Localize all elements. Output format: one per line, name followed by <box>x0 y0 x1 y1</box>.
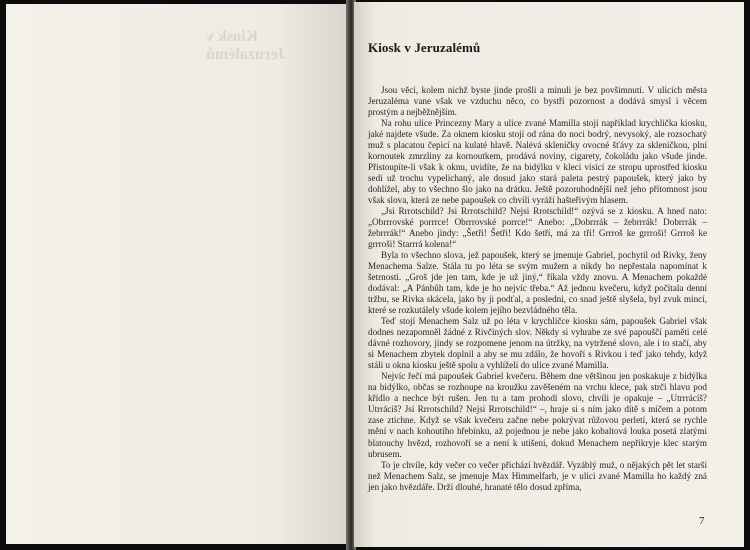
paragraph: Teď stojí Menachem Salz už po léta v krychličce kiosku sám, papoušek Gabriel však dodnes nezapomněl žádné z Rivčiných slov. Někdy si vyhrabe ze své papouščí paměti celé dávné rozhovory, jindy se rozpomene jenom na útržky, na vytržené slovo, ale i to stačí, aby si Menachem zbytek doplnil a aby se mu zdálo, že hovoří s Rivkou i teď jako tehdy, když stáli u okna kiosku ještě spolu a vyhlíželi do ulice zvané Mamilla. <box>368 316 707 371</box>
left-page <box>6 4 346 544</box>
body-text <box>368 85 707 493</box>
paragraph: Na rohu ulice Princezny Mary a ulice zvané Mamilla stojí například krychlička kiosku, jaké najdete všude. Za oknem kiosku stojí od rána do noci bodrý, nevysoký, ale rozsochatý muž s placatou čepicí na kulaté hlavě. Nalévá skleničky ovocné šťávy za skleničkou, plní kornoutek zmrzliny za kornoutkem, prodává noviny, cigarety, čokoládu jako všude jinde. Přistoupíte-li však k oknu, uvidíte, že na bidýlku v kleci visící ze stropu uprostřed kiosku sedí už trochu vypelichaný, ale dosud jako stará paleta pestrý papoušek, který jako by dohlížel, aby to všechno šlo jako na drátku. Ještě pozoruhodnější než jeho přítomnost jsou však slova, která ze nebe papoušek co chvíli vyráží hašteřivým hlasem. <box>368 118 707 206</box>
paragraph: Nejvíc řečí má papoušek Gabriel kvečeru. Během dne většinou jen poskakuje z bidýlka na bidýlko, občas se rozhoupe na kroužku zavěšeném na vrchu klece, pak strčí hlavu pod křídlo a nechce být rušen. Jen tu a tam prohodí slovo, chvíli je opakuje – „Utrrrácíš? Utrrácíš? Jsi Rrrotschild? Nejsi Rrrotschild!“ –, hraje si s ním jako dítě s míčem a potom zase ztichne. Když se však kvečeru začne nebe pokrývat růžovou perletí, která se rychle mění v nach kohoutího hřebínku, až pojednou je nebe jako kobaltová louka posetá zlatými blatouchy hvězd, rozhovoří se a není k utišení, dokud Menachem nepřikryje klec starým ubrusem. <box>368 371 707 459</box>
paragraph: Jsou věci, kolem nichž byste jinde prošli a minuli je bez povšimnutí. V ulicích města Jeruzaléma vane však ve vzduchu něco, co bystří pozornost a dodává smysl i věcem prostým a nejběžnějším. <box>368 85 707 118</box>
page-number: 7 <box>699 515 705 527</box>
paragraph: „Jsi Rrrotschild? Jsi Rrrotschild? Nejsi Rrotschild!“ ozývá se z kiosku. A hned nato: „Obrrrovské porrrce! Obrrrovské porrce!“ Anebo: „Dobrrrák – žebrrrák! Dobrrrák – žebrrrák!“ Anebo jindy: „Šetři! Šetři! Kdo šetří, má za tři! Grrroš ke grrroši! Grrroš ke grrroši! Starrrá kolena!“ <box>368 206 707 250</box>
paragraph: Byla to všechno slova, jež papoušek, který se jmenuje Gabriel, pochytil od Rivky, ženy Menachema Salze. Stála tu po léta se svým mužem a nikdy ho nepřestala napomínat k šetrnosti. „Groš jde jen tam, kde je už jiný,“ říkala vždy znovu. A Menachem pokaždé dodával: „A Pánbůh tam, kde je ho nejvíc třeba.“ Až jednou kvečeru, když počítala denní tržbu, se Rivka skácela, jako by ji podťal, a posledni, co snad ještě slyšela, byl zvuk mincí, které se rozkutálely všude kolem jejího bezvládného těla. <box>368 250 707 316</box>
bleed-through-title: Kiosk v Jeruzalémů <box>206 28 286 63</box>
paragraph: To je chvíle, kdy večer co večer přichází hvězdář. Vyzáblý muž, o nějakých pět let starší než Menachem Salz, se jmenuje Max Himmelfarb, je v ulici zvané Mamilla ho každý zná jen jako hvězdáře. Drží dlouhé, hranaté tělo dosud zpříma, <box>368 459 707 492</box>
chapter-title: Kiosk v Jeruzalémů <box>368 40 481 55</box>
right-page <box>354 2 744 547</box>
